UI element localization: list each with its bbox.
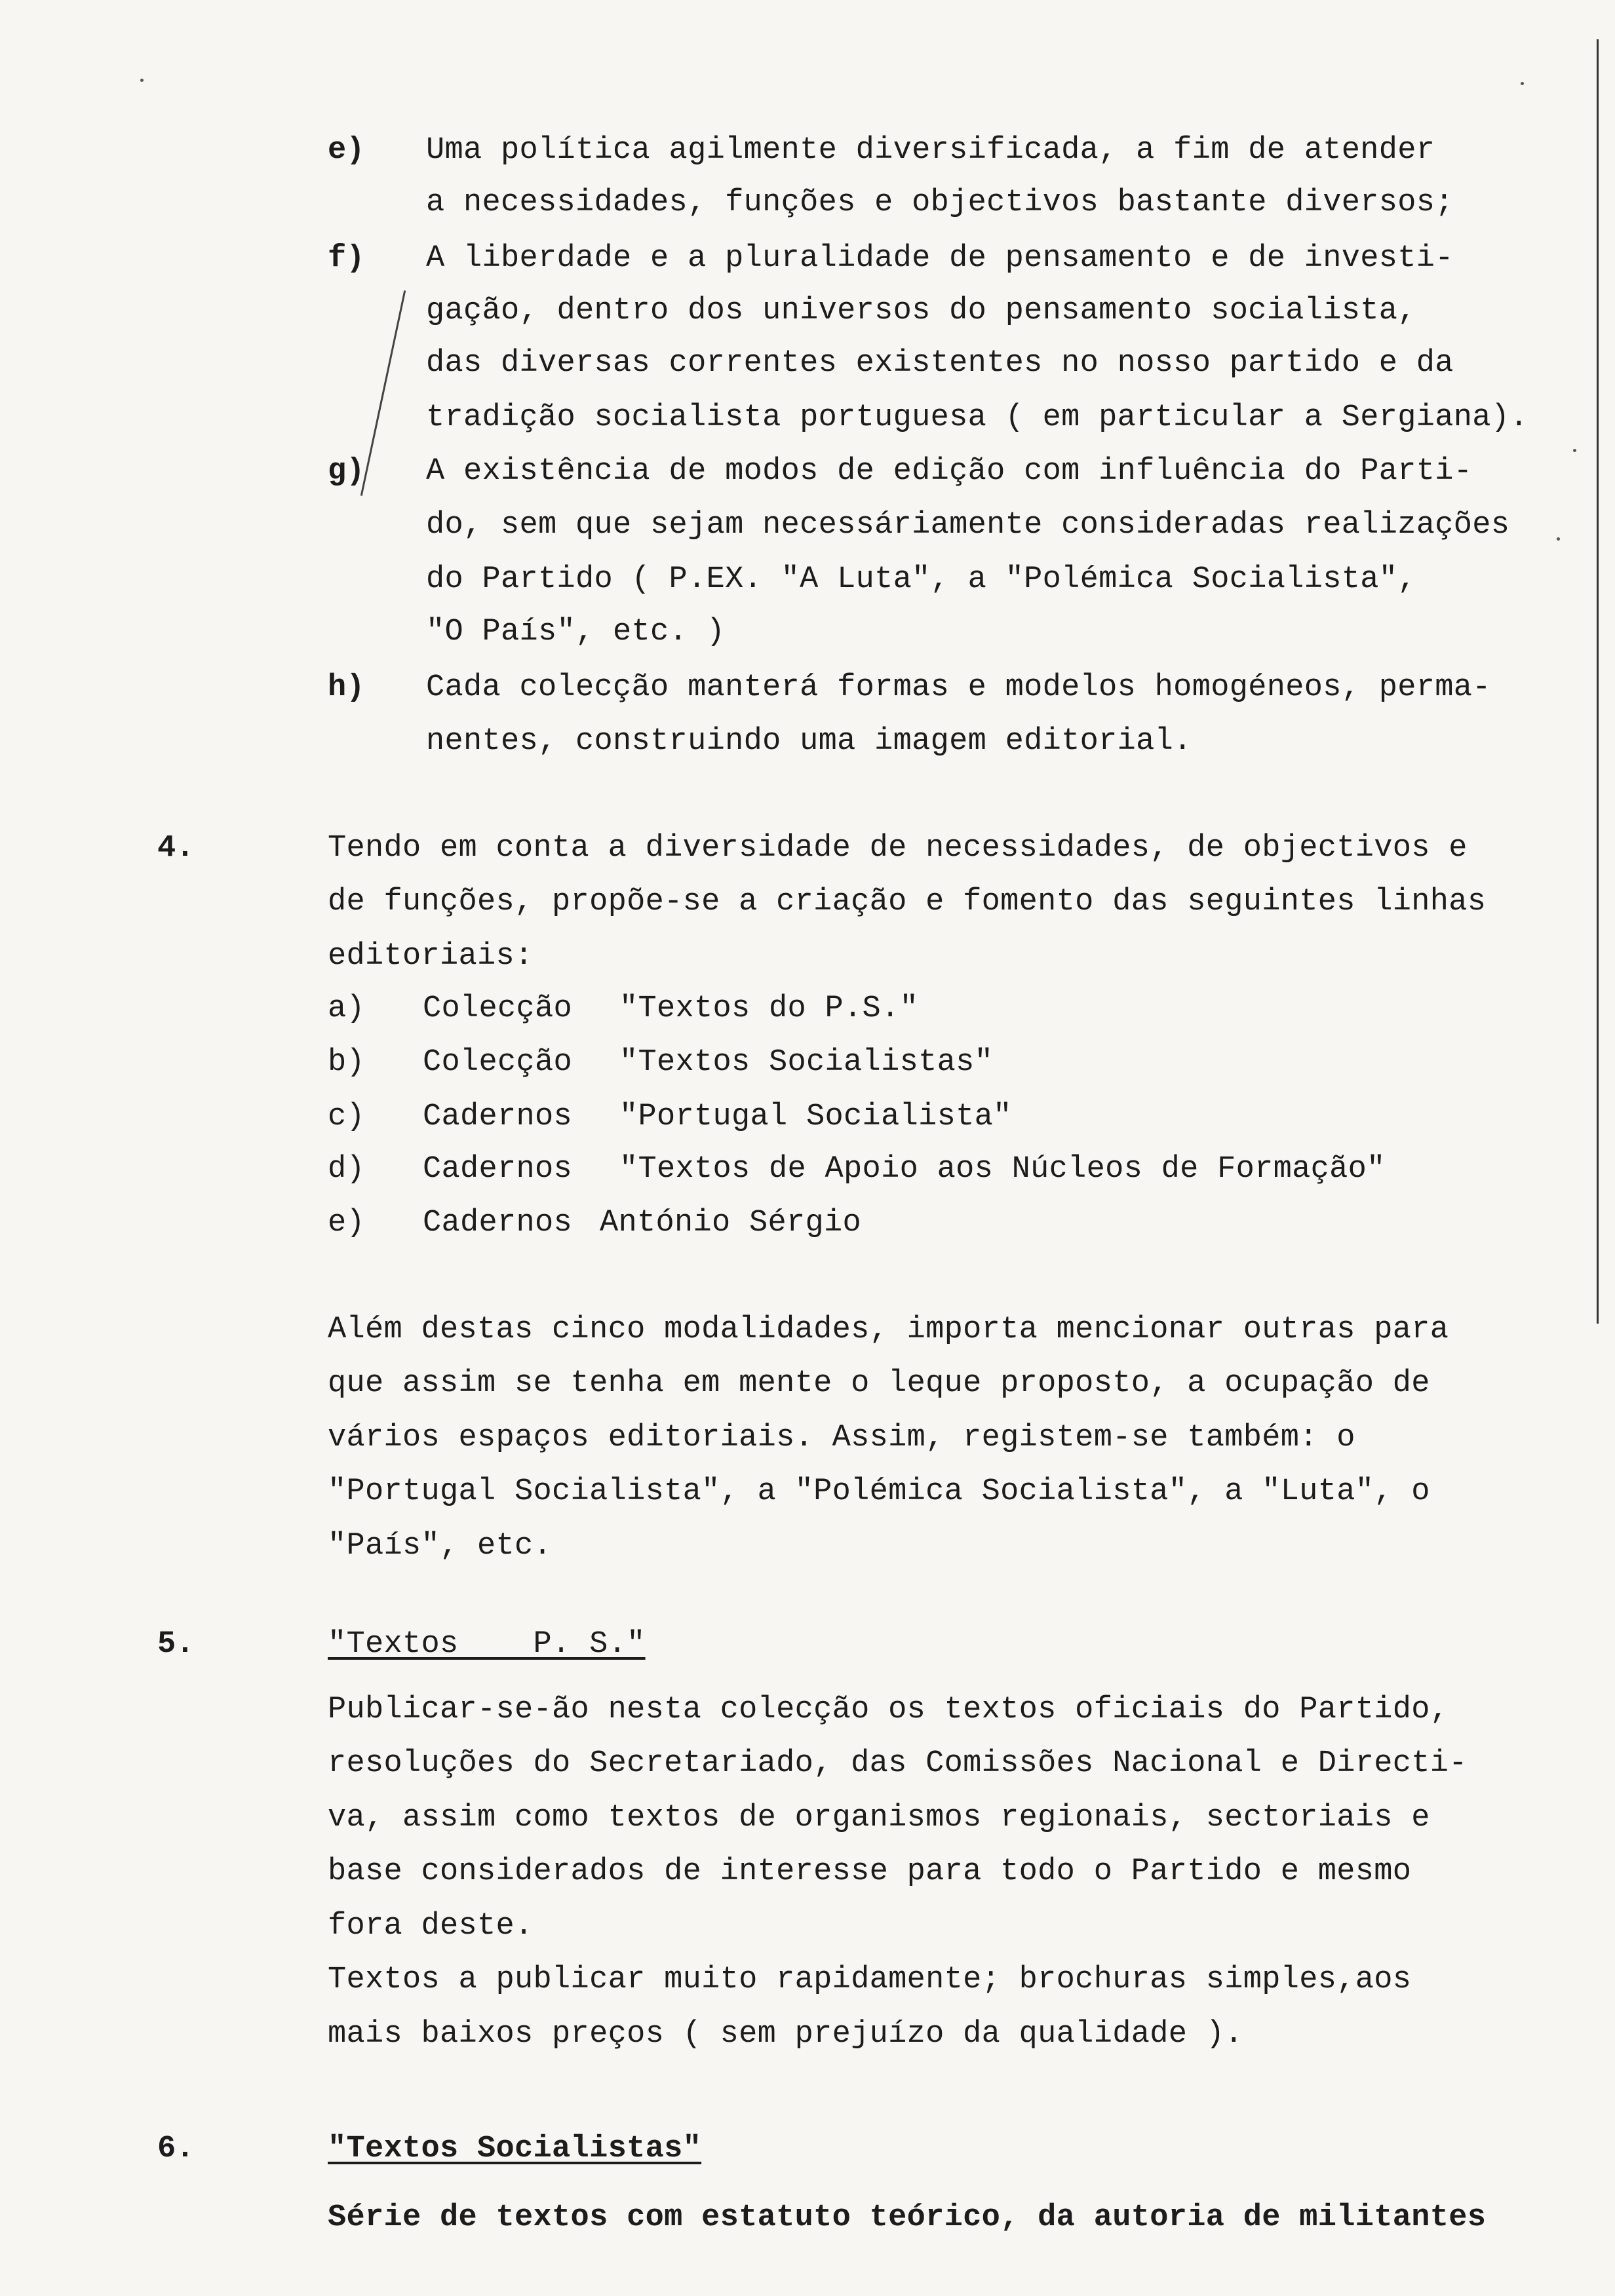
list-item-title: António Sérgio [600,1206,862,1240]
section-5-line: resoluções do Secretariado, das Comissões Nacional e Directi- [328,1746,1468,1781]
section-5-heading: "Textos P. S." [328,1627,646,1662]
section-4-para-line: vários espaços editoriais. Assim, registem-se também: o [328,1421,1355,1455]
list-item-title: "Portugal Socialista" [619,1100,1012,1134]
section-5-line: va, assim como textos de organismos regionais, sectoriais e [328,1801,1430,1835]
section-4-line: de funções, propõe-se a criação e fomento das seguintes linhas [328,885,1487,919]
item-g-line: do Partido ( P.EX. "A Luta", a "Polémica Socialista", [426,562,1416,597]
list-item-type: Colecção [423,1045,573,1080]
speck [140,79,144,82]
list-item-label: c) [328,1100,365,1134]
section-5-line: Textos a publicar muito rapidamente; brochuras simples,aos [328,1962,1412,1997]
section-6-heading: "Textos Socialistas" [328,2132,702,2166]
list-item-type: Cadernos [423,1100,573,1134]
list-item-type: Cadernos [423,1152,573,1187]
item-h-line: nentes, construindo uma imagem editorial. [426,724,1192,759]
item-f-label: f) [328,241,365,276]
item-f-line: das diversas correntes existentes no nosso partido e da [426,346,1454,381]
item-g-label: g) [328,454,365,489]
section-5-line: fora deste. [328,1909,534,1943]
section-4-para-line: "Portugal Socialista", a "Polémica Socialista", a "Luta", o [328,1474,1430,1509]
list-item-title: "Textos de Apoio aos Núcleos de Formação" [619,1152,1386,1187]
speck [1521,82,1524,85]
section-5-line: mais baixos preços ( sem prejuízo da qualidade ). [328,2017,1243,2052]
section-6-number: 6. [157,2132,195,2166]
section-4-number: 4. [157,831,195,866]
section-4-line: editoriais: [328,939,534,974]
item-e-line: a necessidades, funções e objectivos bastante diversos; [426,185,1454,220]
list-item-label: d) [328,1152,365,1187]
item-f-line: tradição socialista portuguesa ( em particular a Sergiana). [426,400,1528,435]
list-item-title: "Textos Socialistas" [619,1045,994,1080]
list-item-label: a) [328,991,365,1026]
section-5-number: 5. [157,1627,195,1662]
item-f-line: gação, dentro dos universos do pensamento socialista, [426,294,1416,328]
speck [1573,449,1576,452]
speck [1557,537,1560,541]
section-5-line: Publicar-se-ão nesta colecção os textos oficiais do Partido, [328,1693,1449,1727]
list-item-title: "Textos do P.S." [619,991,919,1026]
section-6-line: Série de textos com estatuto teórico, da autoria de militantes [328,2200,1487,2235]
item-h-line: Cada colecção manterá formas e modelos homogéneos, perma- [426,670,1491,705]
item-g-line: "O País", etc. ) [426,615,726,649]
section-5-line: base considerados de interesse para todo o Partido e mesmo [328,1854,1412,1889]
item-g-line: do, sem que sejam necessáriamente consideradas realizações [426,508,1510,543]
margin-mark [360,290,406,496]
list-item-type: Colecção [423,991,573,1026]
section-4-para-line: que assim se tenha em mente o leque proposto, a ocupação de [328,1366,1430,1401]
list-item-type: Cadernos [423,1206,573,1240]
item-h-label: h) [328,670,365,705]
list-item-label: e) [328,1206,365,1240]
section-4-para-line: Além destas cinco modalidades, importa mencionar outras para [328,1312,1449,1347]
list-item-label: b) [328,1045,365,1080]
right-margin-rule [1597,39,1599,1324]
section-4-para-line: "País", etc. [328,1529,553,1563]
item-e-line: Uma política agilmente diversificada, a fim de atender [426,133,1435,168]
item-g-line: A existência de modos de edição com influência do Parti- [426,454,1473,489]
item-f-line: A liberdade e a pluralidade de pensamento e de investi- [426,241,1454,276]
section-4-line: Tendo em conta a diversidade de necessidades, de objectivos e [328,831,1468,866]
item-e-label: e) [328,133,365,168]
